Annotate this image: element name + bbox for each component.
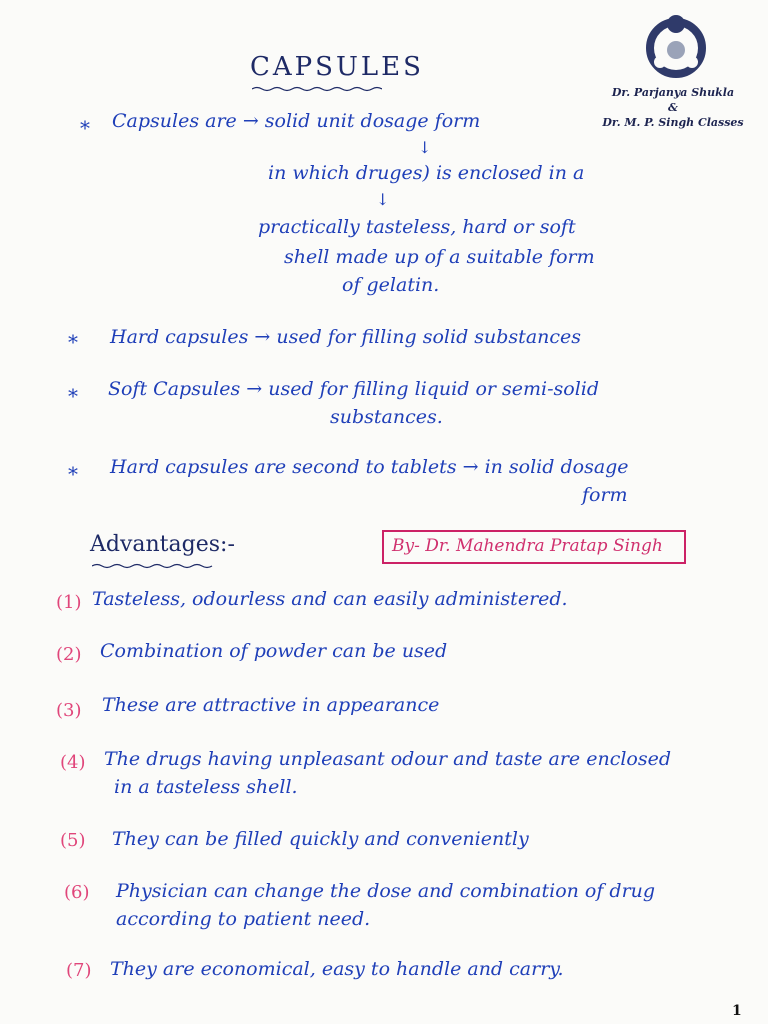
logo-icon — [640, 10, 712, 82]
down-arrow-icon: ↓ — [376, 190, 390, 209]
page-title: CAPSULES — [250, 52, 424, 82]
advantage-line: in a tasteless shell. — [114, 776, 298, 798]
credit-line-1: Dr. Parjanya Shukla — [611, 86, 735, 99]
title-underline — [252, 86, 382, 92]
bullet: * — [80, 116, 90, 140]
definition-line-4: shell made up of a suitable form — [284, 246, 595, 268]
item-number: (1) — [56, 592, 82, 613]
advantage-line: Combination of powder can be used — [100, 640, 448, 662]
item-number: (4) — [60, 752, 86, 773]
point-line: Soft Capsules → used for filling liquid or semi-solid — [108, 378, 600, 400]
page-number: 1 — [732, 1003, 742, 1019]
point-line: Hard capsules are second to tablets → in solid dosage — [110, 456, 629, 478]
item-number: (5) — [60, 830, 86, 851]
definition-line-1: Capsules are → solid unit dosage form — [112, 110, 481, 132]
credit-line-2: & — [668, 101, 678, 114]
advantage-line: They are economical, easy to handle and carry. — [110, 958, 564, 980]
credit-line-3: Dr. M. P. Singh Classes — [602, 116, 744, 129]
point-line: form — [582, 484, 628, 506]
advantages-heading: Advantages:- — [90, 532, 235, 557]
definition-line-5: of gelatin. — [342, 274, 440, 296]
advantage-line: The drugs having unpleasant odour and taste are enclosed — [104, 748, 672, 770]
point-line: Hard capsules → used for filling solid substances — [110, 326, 582, 348]
heading-underline — [92, 563, 217, 569]
advantage-line: Physician can change the dose and combination of drug — [116, 880, 656, 902]
down-arrow-icon: ↓ — [418, 138, 432, 157]
item-number: (6) — [64, 882, 90, 903]
definition-line-3: practically tasteless, hard or soft — [258, 216, 576, 238]
item-number: (2) — [56, 644, 82, 665]
bullet: * — [68, 384, 78, 408]
bullet: * — [68, 330, 78, 354]
point-line: substances. — [330, 406, 443, 428]
item-number: (7) — [66, 960, 92, 981]
author-name: By- Dr. Mahendra Pratap Singh — [392, 536, 663, 556]
item-number: (3) — [56, 700, 82, 721]
bullet: * — [68, 462, 78, 486]
advantage-line: Tasteless, odourless and can easily administered. — [92, 588, 568, 610]
advantage-line: They can be filled quickly and conveniently — [112, 828, 529, 850]
advantage-line: according to patient need. — [116, 908, 371, 930]
definition-line-2: in which druges) is enclosed in a — [268, 162, 585, 184]
advantage-line: These are attractive in appearance — [102, 694, 440, 716]
